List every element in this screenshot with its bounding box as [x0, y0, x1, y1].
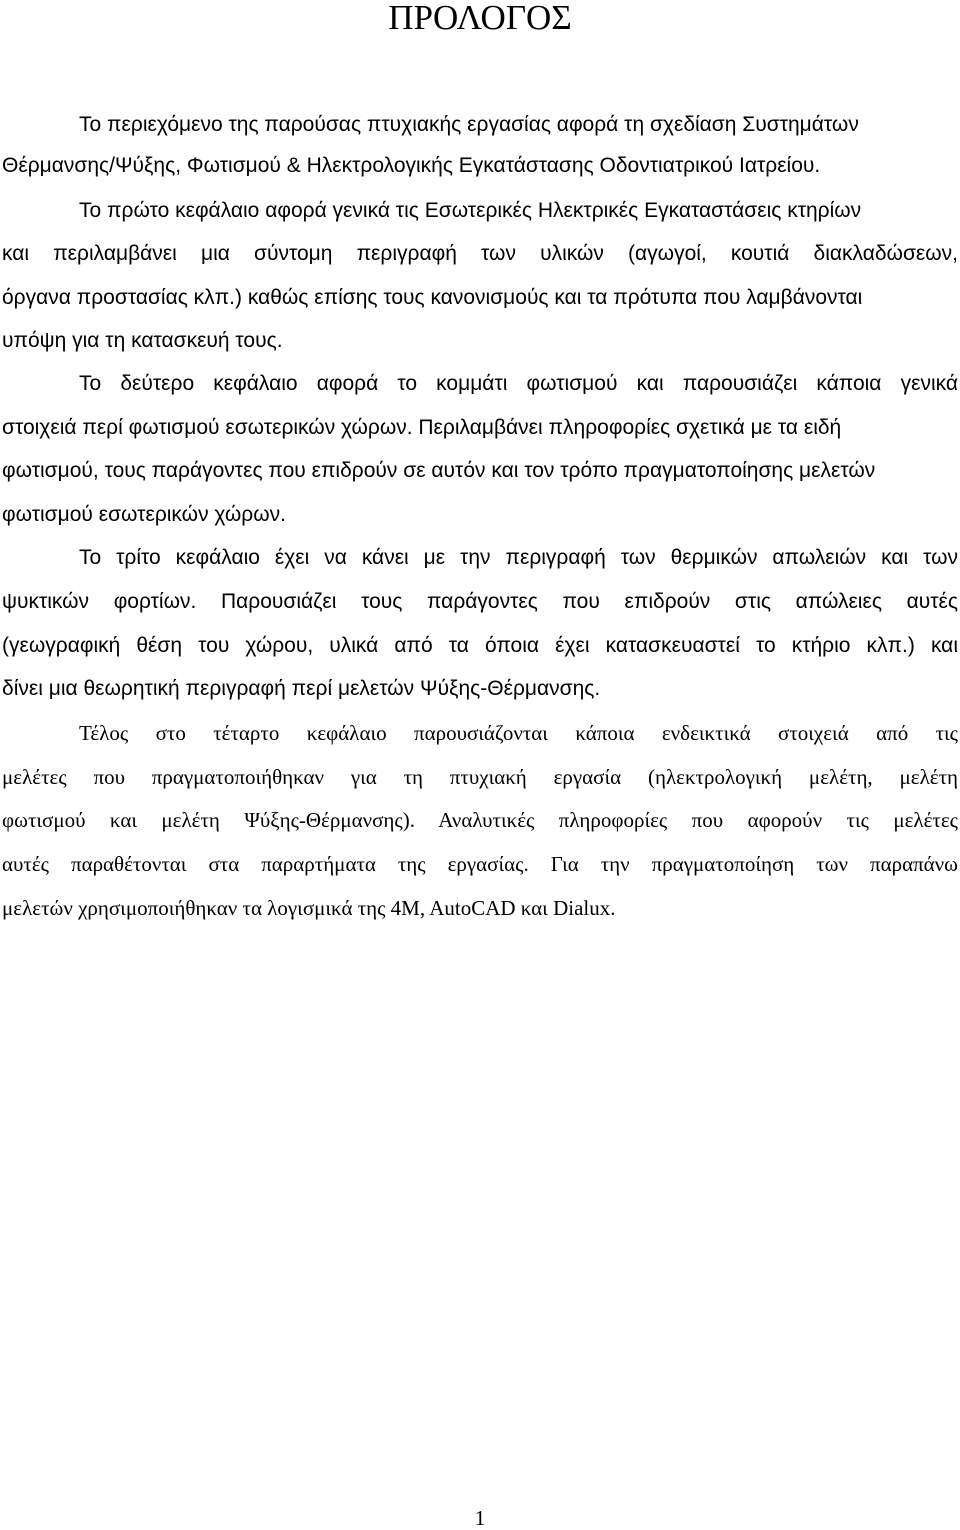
text-line: μελετών χρησιμοποιήθηκαν τα λογισμικά της 4M, AutoCAD και Dialux.: [2, 896, 616, 920]
text-line: αυτές παραθέτονται στα παραρτήματα της εργασίας. Για την πραγματοποίηση των παραπάνω: [2, 852, 958, 876]
text-line: ψυκτικών φορτίων. Παρουσιάζει τους παράγοντες που επιδρούν στις απώλειες αυτές: [2, 590, 958, 613]
page-title: ΠΡΟΛΟΓΟΣ: [388, 0, 572, 37]
text-line: Τέλος στο τέταρτο κεφάλαιο παρουσιάζονται κάποια ενδεικτικά στοιχειά από τις: [79, 721, 958, 745]
text-line: και περιλαμβάνει μια σύντομη περιγραφή των υλικών (αγωγοί, κουτιά διακλαδώσεων,: [2, 242, 958, 265]
text-line: στοιχειά περί φωτισμού εσωτερικών χώρων. Περιλαμβάνει πληροφορίες σχετικά με τα ειδή: [2, 416, 842, 439]
text-line: Το περιεχόμενο της παρούσας πτυχιακής εργασίας αφορά τη σχεδίαση Συστημάτων: [79, 113, 859, 136]
text-line: υπόψη για τη κατασκευή τους.: [2, 329, 283, 352]
text-line: Το δεύτερο κεφάλαιο αφορά το κομμάτι φωτισμού και παρουσιάζει κάποια γενικά: [79, 372, 958, 395]
page-number: 1: [474, 1506, 486, 1530]
text-line: φωτισμού, τους παράγοντες που επιδρούν σε αυτόν και τον τρόπο πραγματοποίησης μελετών: [2, 459, 876, 482]
text-line: όργανα προστασίας κλπ.) καθώς επίσης τους κανονισμούς και τα πρότυπα που λαμβάνονται: [2, 286, 863, 309]
text-line: φωτισμού και μελέτη Ψύξης-Θέρμανσης). Αναλυτικές πληροφορίες που αφορούν τις μελέτες: [2, 808, 958, 832]
text-line: Το πρώτο κεφάλαιο αφορά γενικά τις Εσωτερικές Ηλεκτρικές Εγκαταστάσεις κτηρίων: [79, 199, 862, 222]
text-line: δίνει μια θεωρητική περιγραφή περί μελετών Ψύξης-Θέρμανσης.: [2, 677, 601, 700]
text-line: Το τρίτο κεφάλαιο έχει να κάνει με την περιγραφή των θερμικών απωλειών και των: [79, 546, 958, 569]
text-line: μελέτες που πραγματοποιήθηκαν για τη πτυχιακή εργασία (ηλεκτρολογική μελέτη, μελέτη: [2, 765, 958, 789]
text-line: φωτισμού εσωτερικών χώρων.: [2, 503, 286, 526]
text-line: (γεωγραφική θέση του χώρου, υλικά από τα όποια έχει κατασκευαστεί το κτήριο κλπ.) και: [2, 634, 958, 657]
text-line: Θέρμανσης/Ψύξης, Φωτισμού & Ηλεκτρολογικής Εγκατάστασης Οδοντιατρικού Ιατρείου.: [2, 154, 821, 177]
